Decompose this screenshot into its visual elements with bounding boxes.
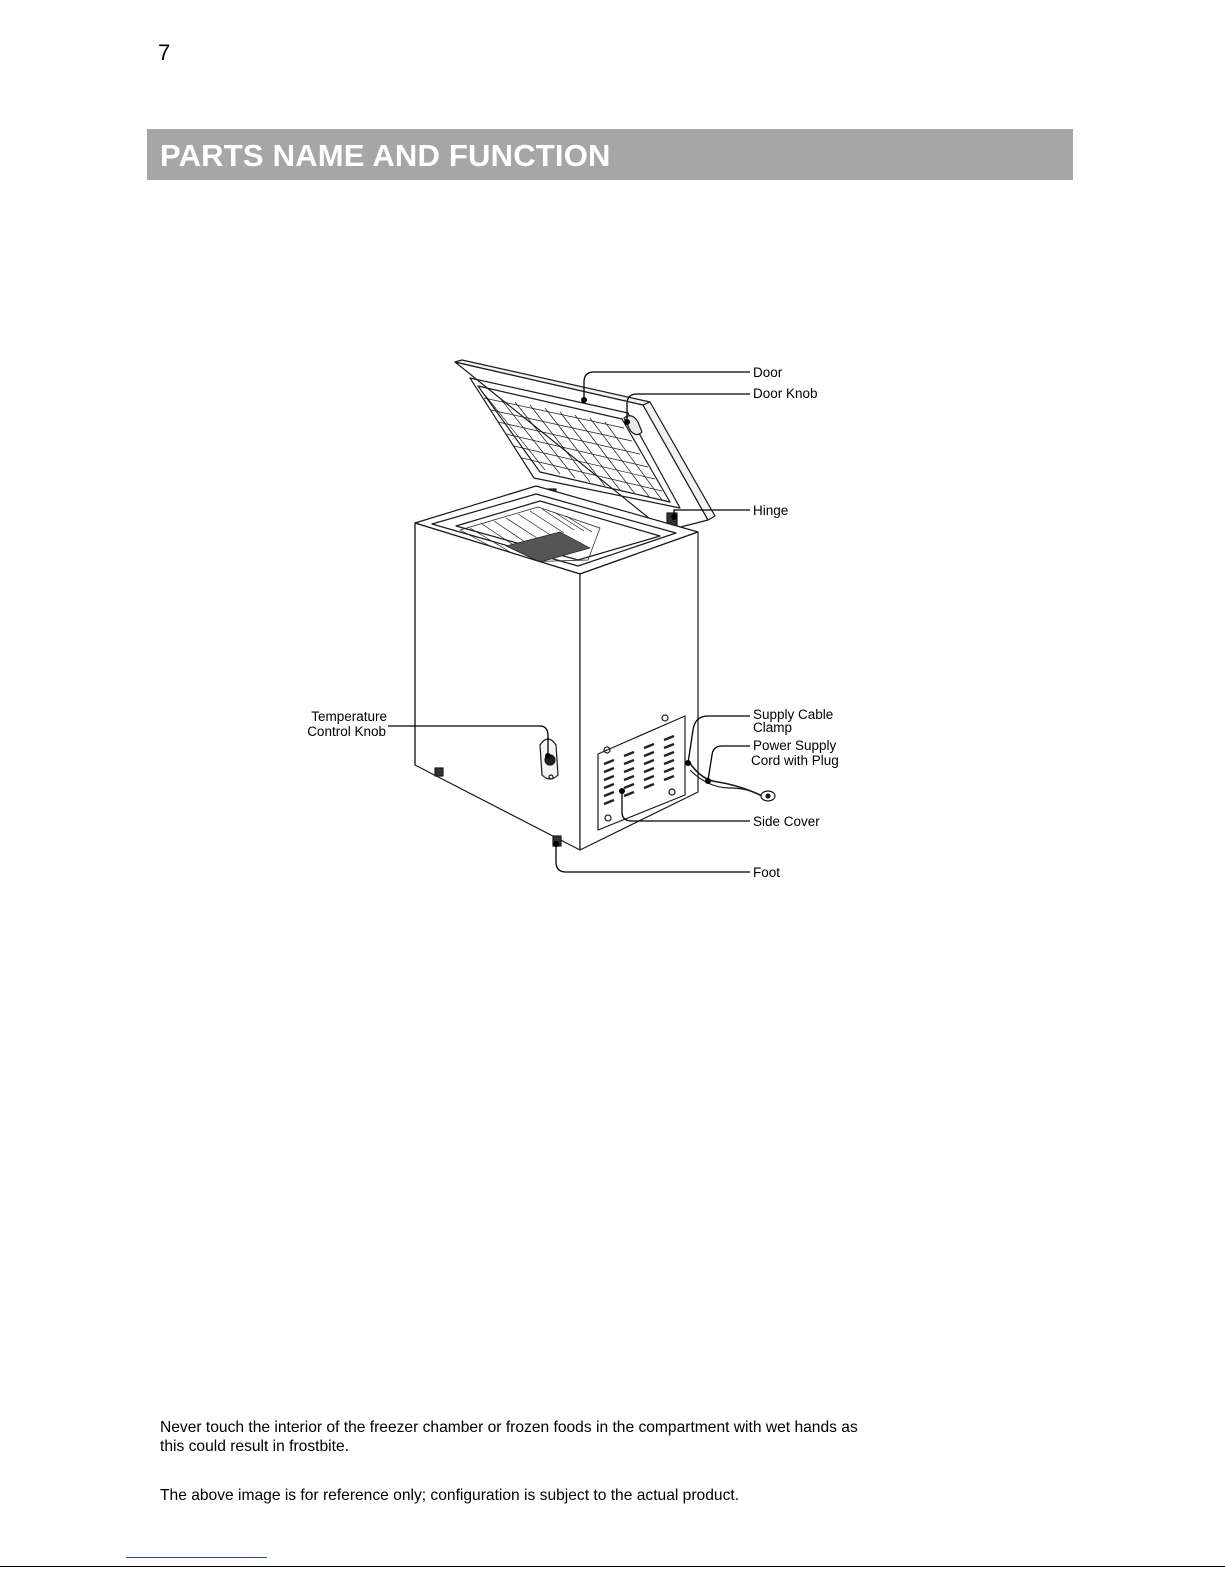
reference-disclaimer: The above image is for reference only; configuration is subject to the actual product.: [160, 1487, 740, 1504]
label-side-cover: Side Cover: [753, 814, 820, 829]
label-temperature-control-knob-line1: Temperature: [311, 709, 387, 724]
label-power-supply-cord-line1: Power Supply: [753, 738, 837, 753]
label-door-knob: Door Knob: [753, 386, 818, 401]
label-supply-cable-clamp-line1: Supply Cable: [753, 707, 834, 722]
footer-link-underline[interactable]: [126, 1557, 267, 1558]
label-door: Door: [753, 365, 783, 380]
foot-left: [435, 768, 443, 776]
label-temperature-control-knob-line2: Control Knob: [307, 724, 386, 739]
footer-divider: [0, 1566, 1225, 1567]
label-foot: Foot: [753, 865, 781, 880]
section-title: PARTS NAME AND FUNCTION: [160, 138, 611, 173]
label-supply-cable-clamp-line2: Clamp: [753, 720, 793, 735]
page-number: 7: [158, 40, 171, 65]
frostbite-warning: Never touch the interior of the freezer chamber or frozen foods in the compartment with wet hands as this could result in frostbite.: [160, 1419, 858, 1455]
label-power-supply-cord-line2: Cord with Plug: [751, 753, 839, 768]
label-hinge: Hinge: [753, 503, 789, 518]
temperature-control-knob: [540, 739, 558, 779]
